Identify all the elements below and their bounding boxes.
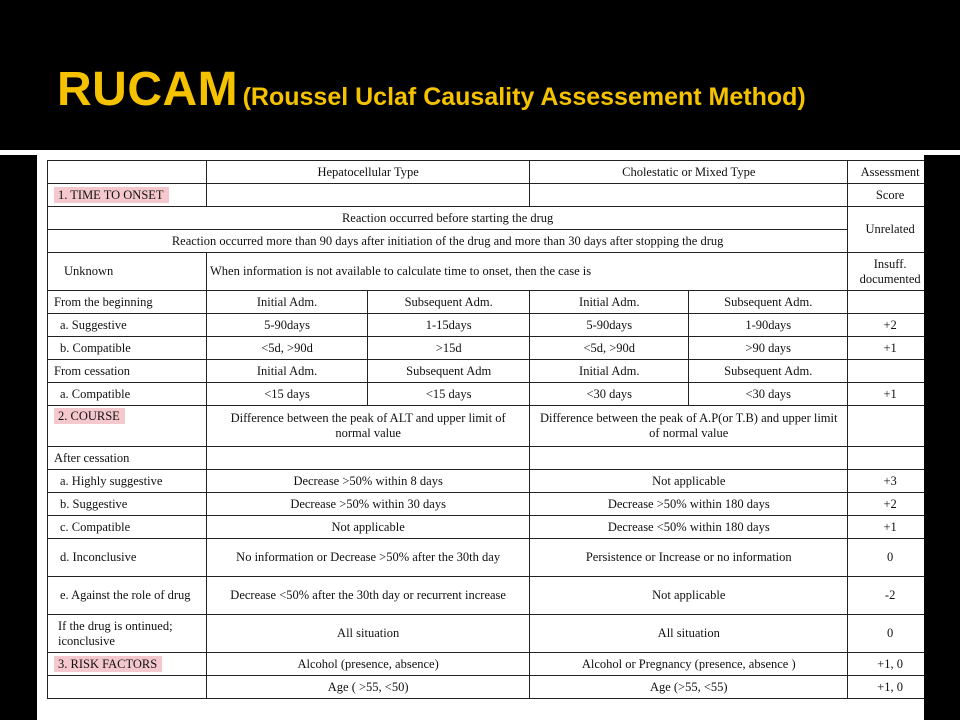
score-cell: +1: [848, 383, 924, 406]
table-cell: Not applicable: [530, 470, 848, 493]
table-cell: 5-90days: [530, 314, 689, 337]
table-row: [48, 447, 925, 470]
score-cell: +1: [848, 337, 924, 360]
table-cell: All situation: [207, 615, 530, 653]
blank-cell: [48, 676, 207, 699]
table-cell: Decrease >50% within 180 days: [530, 493, 848, 516]
table-row: [48, 470, 925, 493]
table-row: [48, 360, 925, 383]
table-cell: Alcohol (presence, absence): [207, 653, 530, 676]
slide-title: [57, 62, 806, 117]
unknown-label: Unknown: [48, 253, 207, 291]
score-cell: 0: [848, 539, 924, 577]
course-chole-desc: Difference between the peak of A.P(or T.B) and upper limit of normal value: [530, 406, 848, 447]
row-label: d. Inconclusive: [48, 539, 207, 577]
row-label: a. Compatible: [48, 383, 207, 406]
blank-cell: [207, 447, 530, 470]
table-cell: >15d: [368, 337, 530, 360]
table-cell: 1-15days: [368, 314, 530, 337]
slide-title-main: RUCAM: [57, 63, 239, 116]
table-row: [48, 493, 925, 516]
table-row: [48, 337, 925, 360]
table-cell: 5-90days: [207, 314, 368, 337]
header-blank: [48, 161, 207, 184]
risk-factors-label: 3. RISK FACTORS: [54, 656, 162, 672]
table-row: [48, 230, 925, 253]
blank-cell: [848, 291, 924, 314]
table-cell: Alcohol or Pregnancy (presence, absence ): [530, 653, 848, 676]
table-cell: Initial Adm.: [530, 291, 689, 314]
from-cessation-label: From cessation: [48, 360, 207, 383]
header-cholestatic: Cholestatic or Mixed Type: [530, 161, 848, 184]
table-cell: Subsequent Adm.: [368, 291, 530, 314]
from-beginning-label: From the beginning: [48, 291, 207, 314]
row-label: b. Compatible: [48, 337, 207, 360]
score-cell: +2: [848, 314, 924, 337]
table-cell: Initial Adm.: [207, 360, 368, 383]
slide-title-sub: (Roussel Uclaf Causality Assessement Method): [242, 83, 806, 111]
insuff-documented-cell: Insuff. documented: [848, 253, 924, 291]
blank-cell: [848, 447, 924, 470]
table-cell: <5d, >90d: [207, 337, 368, 360]
header-assessment: Assessment: [848, 161, 924, 184]
table-row: [48, 577, 925, 615]
table-cell: Not applicable: [207, 516, 530, 539]
table-cell: Not applicable: [530, 577, 848, 615]
table-row: [48, 253, 925, 291]
table-row: [48, 207, 925, 230]
blank-cell: [530, 184, 848, 207]
row-label: e. Against the role of drug: [48, 577, 207, 615]
table-cell: Subsequent Adm.: [689, 360, 848, 383]
row-label: c. Compatible: [48, 516, 207, 539]
reaction-after-cell: Reaction occurred more than 90 days after initiation of the drug and more than 30 days after stopping the drug: [48, 230, 848, 253]
row-label: If the drug is ontinued; iconclusive: [48, 615, 207, 653]
score-cell: +1: [848, 516, 924, 539]
table-cell: Decrease >50% within 30 days: [207, 493, 530, 516]
score-cell: +1, 0: [848, 676, 924, 699]
table-cell: Age (>55, <55): [530, 676, 848, 699]
table-cell: >90 days: [689, 337, 848, 360]
section-label: [48, 184, 207, 207]
score-cell: -2: [848, 577, 924, 615]
table-cell: Decrease <50% after the 30th day or recurrent increase: [207, 577, 530, 615]
table-cell: Initial Adm.: [207, 291, 368, 314]
row-label: a. Suggestive: [48, 314, 207, 337]
table-cell: <30 days: [689, 383, 848, 406]
blank-cell: [848, 360, 924, 383]
blank-cell: [848, 406, 924, 447]
table-cell: Age ( >55, <50): [207, 676, 530, 699]
score-cell: +2: [848, 493, 924, 516]
rucam-document: [37, 150, 924, 720]
blank-cell: [530, 447, 848, 470]
table-row: [48, 539, 925, 577]
table-row: [48, 291, 925, 314]
row-label: b. Suggestive: [48, 493, 207, 516]
rucam-table: [47, 160, 924, 699]
after-cessation-label: After cessation: [48, 447, 207, 470]
table-cell: Initial Adm.: [530, 360, 689, 383]
section-label: [48, 406, 207, 447]
header-hepatocellular: Hepatocellular Type: [207, 161, 530, 184]
table-cell: Persistence or Increase or no information: [530, 539, 848, 577]
score-cell: 0: [848, 615, 924, 653]
table-row: [48, 314, 925, 337]
table-cell: No information or Decrease >50% after the 30th day: [207, 539, 530, 577]
score-header: Score: [848, 184, 924, 207]
score-cell: +3: [848, 470, 924, 493]
table-cell: <30 days: [530, 383, 689, 406]
table-cell: All situation: [530, 615, 848, 653]
table-cell: <5d, >90d: [530, 337, 689, 360]
table-cell: <15 days: [368, 383, 530, 406]
table-cell: <15 days: [207, 383, 368, 406]
table-row: [48, 184, 925, 207]
table-row: [48, 676, 925, 699]
table-row: [48, 383, 925, 406]
score-cell: +1, 0: [848, 653, 924, 676]
table-row: [48, 653, 925, 676]
table-row: [48, 516, 925, 539]
table-cell: Subsequent Adm: [368, 360, 530, 383]
table-row: [48, 615, 925, 653]
table-header-row: [48, 161, 925, 184]
row-label: a. Highly suggestive: [48, 470, 207, 493]
unknown-description: When information is not available to calculate time to onset, then the case is: [207, 253, 848, 291]
table-cell: 1-90days: [689, 314, 848, 337]
table-cell: Decrease <50% within 180 days: [530, 516, 848, 539]
table-cell: Decrease >50% within 8 days: [207, 470, 530, 493]
time-to-onset-label: 1. TIME TO ONSET: [54, 187, 169, 203]
table-cell: Subsequent Adm.: [689, 291, 848, 314]
table-row: [48, 406, 925, 447]
course-hepato-desc: Difference between the peak of ALT and upper limit of normal value: [207, 406, 530, 447]
reaction-before-cell: Reaction occurred before starting the drug: [48, 207, 848, 230]
unrelated-cell: Unrelated: [848, 207, 924, 253]
blank-cell: [207, 184, 530, 207]
section-label: [48, 653, 207, 676]
course-label: 2. COURSE: [54, 408, 125, 424]
